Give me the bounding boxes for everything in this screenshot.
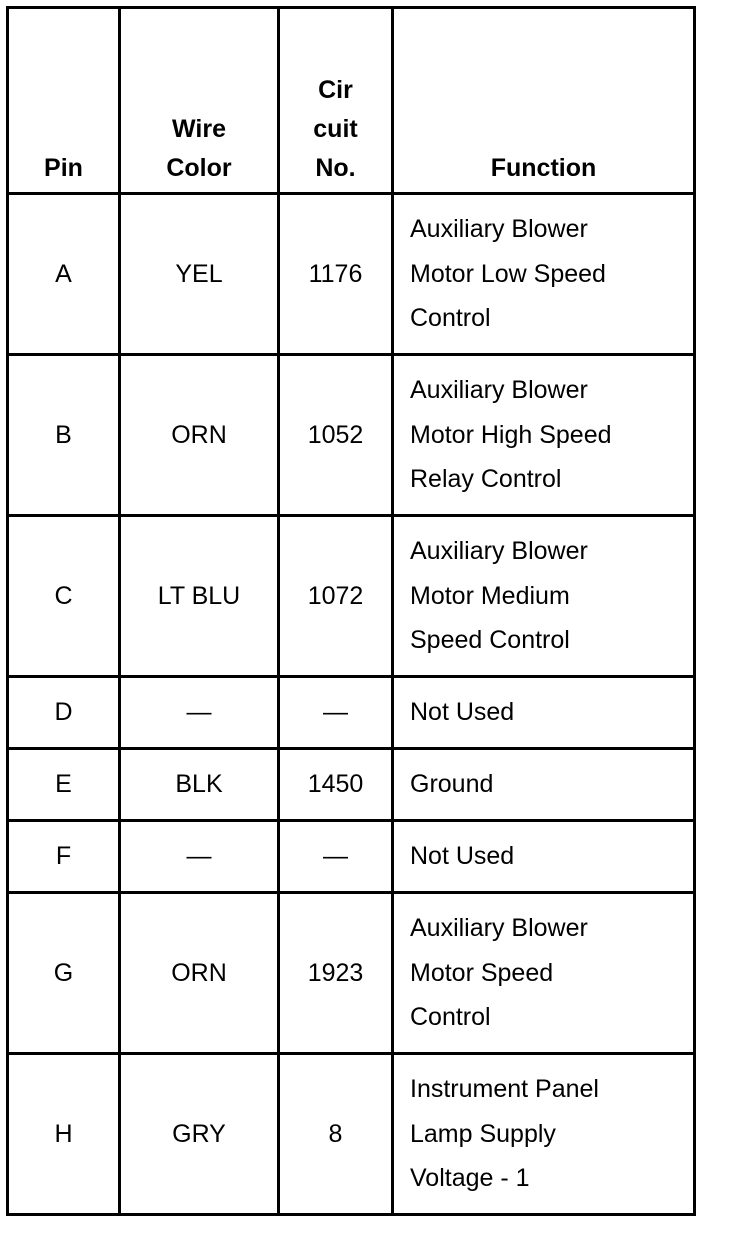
header-circuit-no [279, 8, 393, 194]
table-row [8, 355, 695, 516]
header-circuit-line: No. [315, 154, 356, 182]
function-line: Ground [410, 770, 494, 799]
wire-color-cell: — [120, 821, 279, 893]
function-line: Motor High Speed [410, 420, 612, 449]
pin-cell: C [8, 516, 120, 677]
function-line: Auxiliary Blower [410, 215, 588, 244]
circuit-cell: 1072 [279, 516, 393, 677]
wire-color-cell: — [120, 677, 279, 749]
function-line: Voltage - 1 [410, 1164, 530, 1193]
function-line: Control [410, 304, 491, 333]
header-circuit-line: Cir [318, 76, 353, 104]
wire-color-cell: ORN [120, 355, 279, 516]
table-row [8, 893, 695, 1054]
table-row [8, 1054, 695, 1215]
function-line: Motor Speed [410, 958, 554, 987]
pin-cell: A [8, 194, 120, 355]
wire-color-cell: LT BLU [120, 516, 279, 677]
header-wire-color [120, 8, 279, 194]
table-row [8, 677, 695, 749]
function-line: Not Used [410, 842, 515, 871]
circuit-cell: — [279, 821, 393, 893]
function-cell [393, 1054, 695, 1215]
function-line: Not Used [410, 698, 515, 727]
header-pin [8, 8, 120, 194]
header-function [393, 8, 695, 194]
pin-cell: G [8, 893, 120, 1054]
pin-cell: F [8, 821, 120, 893]
function-line: Auxiliary Blower [410, 537, 588, 566]
wire-color-cell: GRY [120, 1054, 279, 1215]
function-line: Speed Control [410, 626, 570, 655]
function-cell [393, 893, 695, 1054]
pin-cell: H [8, 1054, 120, 1215]
table-row [8, 516, 695, 677]
function-cell [393, 677, 695, 749]
header-wire-color-line: Wire [172, 115, 226, 143]
table-row [8, 194, 695, 355]
circuit-cell: 1923 [279, 893, 393, 1054]
connector-pinout-table [6, 6, 696, 1216]
header-function-label: Function [490, 154, 597, 182]
table-row [8, 821, 695, 893]
function-cell [393, 749, 695, 821]
pin-cell: B [8, 355, 120, 516]
header-row [8, 8, 695, 194]
circuit-cell: — [279, 677, 393, 749]
function-line: Control [410, 1003, 491, 1032]
header-circuit-line: cuit [313, 115, 358, 143]
wire-color-cell: YEL [120, 194, 279, 355]
function-cell [393, 355, 695, 516]
circuit-cell: 8 [279, 1054, 393, 1215]
pin-cell: E [8, 749, 120, 821]
function-line: Auxiliary Blower [410, 376, 588, 405]
function-line: Motor Low Speed [410, 259, 606, 288]
wire-color-cell: ORN [120, 893, 279, 1054]
function-cell [393, 821, 695, 893]
wire-color-cell: BLK [120, 749, 279, 821]
circuit-cell: 1176 [279, 194, 393, 355]
function-cell [393, 516, 695, 677]
function-line: Motor Medium [410, 581, 570, 610]
pin-cell: D [8, 677, 120, 749]
function-line: Instrument Panel [410, 1075, 599, 1104]
function-line: Relay Control [410, 465, 562, 494]
function-line: Lamp Supply [410, 1119, 556, 1148]
header-pin-label: Pin [44, 154, 83, 182]
circuit-cell: 1450 [279, 749, 393, 821]
function-cell [393, 194, 695, 355]
table-row [8, 749, 695, 821]
function-line: Auxiliary Blower [410, 914, 588, 943]
circuit-cell: 1052 [279, 355, 393, 516]
header-wire-color-line: Color [166, 154, 232, 182]
